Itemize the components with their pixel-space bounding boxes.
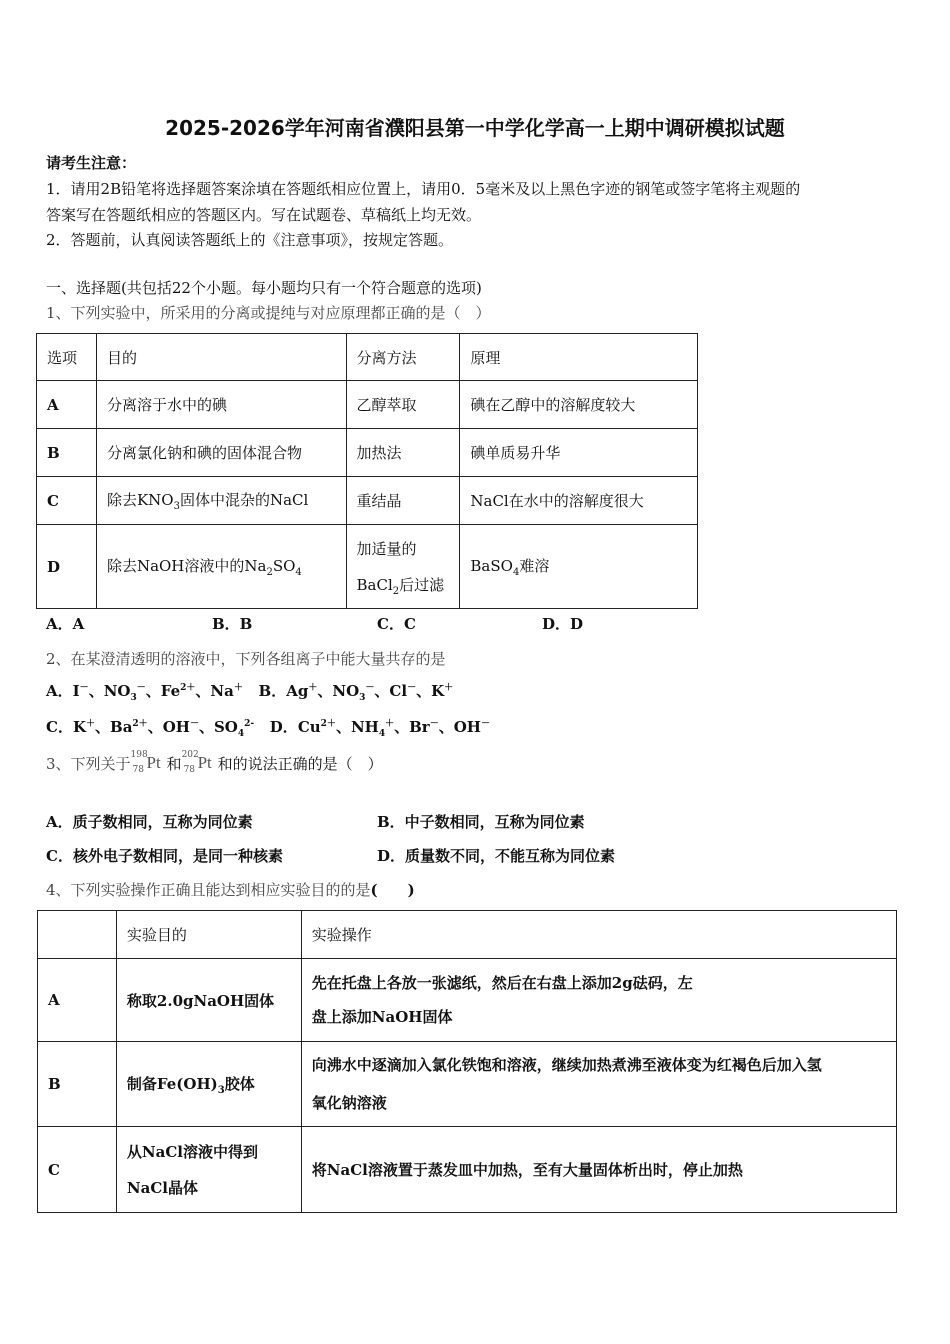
q1-opt-cell: D bbox=[37, 525, 97, 609]
subscript: 3 bbox=[217, 1084, 225, 1096]
q1-principle-cell: 碘在乙醇中的溶解度较大 bbox=[460, 381, 698, 429]
q4-table bbox=[37, 910, 897, 1213]
q1-table-header bbox=[37, 334, 698, 381]
text: 除去KNO bbox=[106, 491, 174, 509]
q1-choice-d: D．D bbox=[542, 615, 584, 633]
q4-opt-cell: A bbox=[38, 959, 117, 1042]
q4-op-cell bbox=[301, 1042, 896, 1127]
q1-opt-cell: C bbox=[37, 477, 97, 525]
q1-header-cell: 分离方法 bbox=[346, 334, 460, 381]
q1-method-cell: 重结晶 bbox=[346, 477, 460, 525]
q4-header-cell: 实验目的 bbox=[116, 911, 301, 959]
q1-choice-b: B．B bbox=[212, 615, 253, 633]
text: 3、下列关于 bbox=[46, 755, 131, 773]
text: 后过滤 bbox=[399, 575, 445, 594]
element-symbol: Pt bbox=[197, 753, 212, 772]
q1-table bbox=[36, 333, 698, 609]
option-label: D． bbox=[269, 718, 298, 736]
subscript: 2 bbox=[392, 585, 400, 597]
text: 氧化钠溶液 bbox=[311, 1094, 387, 1112]
text: 从NaCl溶液中得到 bbox=[126, 1142, 258, 1161]
table-row bbox=[37, 525, 698, 609]
q3-choice-b: B．中子数相同，互称为同位素 bbox=[377, 813, 585, 831]
q3-stem bbox=[46, 750, 383, 780]
q4-header-cell bbox=[38, 911, 117, 959]
q4-opt-cell: C bbox=[38, 1127, 117, 1213]
q2-option-a: A．I－、$NO_3^-$、$Fe^{2+}$、Na＋ B．Ag＋、$NO_3^-$、Cl－、K＋ bbox=[46, 682, 454, 703]
text: 难溶 bbox=[519, 557, 550, 575]
q2-stem: 2、在某澄清透明的溶液中，下列各组离子中能大量共存的是 bbox=[46, 650, 446, 668]
notice-line-1a: 1．请用2B铅笔将选择题答案涂填在答题纸相应位置上，请用0．5毫米及以上黑色字迹的钢笔或签字笔将主观题的 bbox=[46, 180, 801, 198]
q1-principle-cell: NaCl在水中的溶解度很大 bbox=[460, 477, 698, 525]
element-symbol: Pt bbox=[146, 753, 161, 772]
table-row bbox=[37, 477, 698, 525]
text: BaCl bbox=[356, 575, 393, 594]
notice-heading: 请考生注意： bbox=[46, 154, 137, 172]
option-label: C． bbox=[46, 718, 73, 736]
q1-choice-c: C．C bbox=[377, 615, 416, 633]
q1-header-cell: 目的 bbox=[96, 334, 346, 381]
q1-method-cell bbox=[346, 525, 460, 609]
q1-goal-cell: 分离溶于水中的碘 bbox=[96, 381, 346, 429]
q1-goal-cell bbox=[96, 525, 346, 609]
notice-line-2: 2．答题前，认真阅读答题纸上的《注意事项》，按规定答题。 bbox=[46, 231, 454, 249]
q1-principle-cell bbox=[460, 525, 698, 609]
q3-choice-d: D．质量数不同，不能互称为同位素 bbox=[377, 847, 616, 865]
text: 加适量的 bbox=[356, 539, 417, 558]
q1-header-cell: 选项 bbox=[37, 334, 97, 381]
text: 制备Fe(OH) bbox=[126, 1074, 218, 1093]
text: 胶体 bbox=[224, 1074, 255, 1093]
text: NaCl晶体 bbox=[126, 1178, 198, 1197]
mass-number: 202 bbox=[181, 750, 199, 760]
text: 盘上添加NaOH固体 bbox=[311, 1008, 453, 1026]
page-title: 2025-2026学年河南省濮阳县第一中学化学高一上期中调研模拟试题 bbox=[165, 116, 785, 140]
q4-goal-cell bbox=[116, 1127, 301, 1213]
text: 和 bbox=[166, 755, 182, 773]
q4-op-cell bbox=[301, 959, 896, 1042]
nuclide-pt-202 bbox=[182, 750, 218, 780]
q2-option-c: C．K＋、$Ba^{2+}$、OH－、$SO_4^{2-}$ D．$Cu^{2+}$、$NH_4^+$、Br－、OH－ bbox=[46, 718, 490, 739]
q1-header-cell: 原理 bbox=[460, 334, 698, 381]
text: SO bbox=[272, 557, 296, 575]
table-row bbox=[38, 959, 897, 1042]
q4-opt-cell: B bbox=[38, 1042, 117, 1127]
subscript: 4 bbox=[512, 567, 520, 578]
option-label: B． bbox=[258, 682, 287, 700]
mass-number: 198 bbox=[130, 750, 148, 760]
q1-stem: 1、下列实验中，所采用的分离或提纯与对应原理都正确的是（ ） bbox=[46, 304, 491, 322]
nuclide-pt-198 bbox=[131, 750, 167, 780]
q4-op-cell: 将NaCl溶液置于蒸发皿中加热，至有大量固体析出时，停止加热 bbox=[301, 1127, 896, 1213]
text: 4、下列实验操作正确且能达到相应实验目的的是 bbox=[46, 881, 371, 899]
text: 除去NaOH溶液中的Na bbox=[106, 557, 267, 575]
table-row bbox=[38, 1127, 897, 1213]
q4-goal-cell bbox=[116, 1042, 301, 1127]
subscript: 2 bbox=[266, 567, 273, 578]
q4-header-cell: 实验操作 bbox=[301, 911, 896, 959]
table-row bbox=[37, 429, 698, 477]
q4-stem bbox=[46, 879, 415, 900]
q4-goal-cell: 称取2.0gNaOH固体 bbox=[116, 959, 301, 1042]
atomic-number: 78 bbox=[183, 765, 196, 775]
q1-goal-cell bbox=[96, 477, 346, 525]
q1-principle-cell: 碘单质易升华 bbox=[460, 429, 698, 477]
subscript: 3 bbox=[173, 501, 180, 512]
table-row bbox=[38, 1042, 897, 1127]
q3-choice-a: A．质子数相同，互称为同位素 bbox=[46, 813, 253, 831]
atomic-number: 78 bbox=[132, 765, 144, 775]
section-heading: 一、选择题(共包括22个小题。每小题均只有一个符合题意的选项) bbox=[46, 279, 482, 297]
notice-line-1b: 答案写在答题纸相应的答题区内。写在试题卷、草稿纸上均无效。 bbox=[46, 206, 482, 224]
text: ( ) bbox=[370, 881, 415, 899]
text: 向沸水中逐滴加入氯化铁饱和溶液，继续加热煮沸至液体变为红褐色后加入氢 bbox=[311, 1056, 822, 1074]
q3-choice-c: C．核外电子数相同，是同一种核素 bbox=[46, 847, 283, 865]
table-row bbox=[37, 381, 698, 429]
q1-goal-cell: 分离氯化钠和碘的固体混合物 bbox=[96, 429, 346, 477]
option-label: A． bbox=[46, 682, 73, 700]
text: 和的说法正确的是（ ） bbox=[217, 755, 383, 773]
q1-opt-cell: B bbox=[37, 429, 97, 477]
q1-method-cell: 乙醇萃取 bbox=[346, 381, 460, 429]
q1-choice-a: A．A bbox=[46, 615, 85, 633]
q1-method-cell: 加热法 bbox=[346, 429, 460, 477]
text: 固体中混杂的NaCl bbox=[179, 491, 309, 509]
text: BaSO bbox=[470, 557, 513, 575]
q4-table-header bbox=[38, 911, 897, 959]
subscript: 4 bbox=[295, 567, 302, 578]
q1-opt-cell: A bbox=[37, 381, 97, 429]
text-line bbox=[357, 567, 450, 603]
text: 先在托盘上各放一张滤纸，然后在右盘上添加2g砝码，左 bbox=[311, 974, 693, 992]
